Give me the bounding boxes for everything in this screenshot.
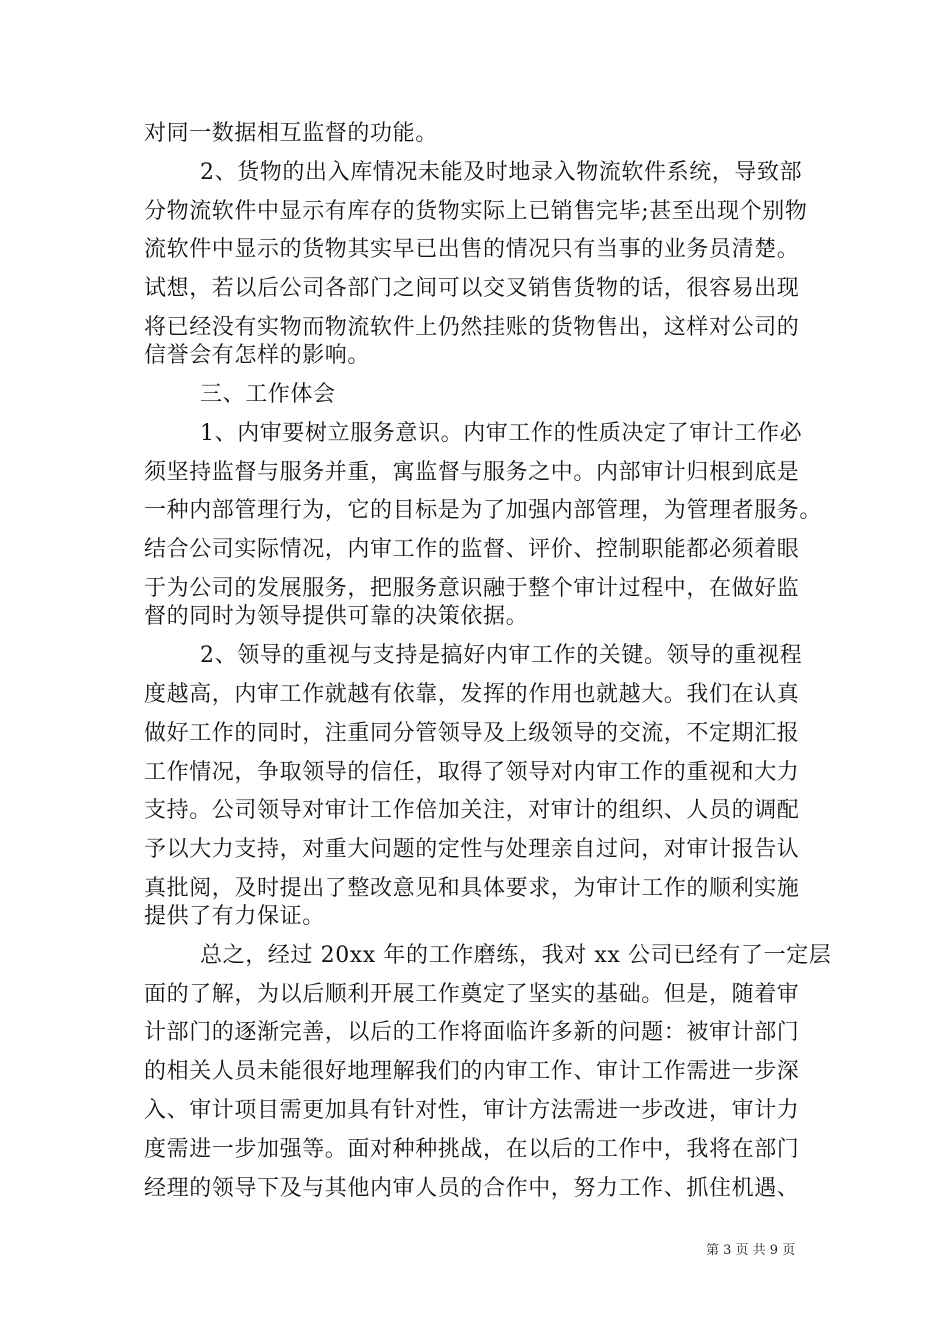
- text-line: 经理的领导下及与其他内审人员的合作中，努力工作、抓住机遇、: [144, 1176, 800, 1201]
- text-line: 流软件中显示的货物其实早已出售的情况只有当事的业务员清楚。: [144, 237, 800, 262]
- text-line: 度需进一步加强等。面对种种挑战，在以后的工作中，我将在部门: [144, 1137, 800, 1162]
- text-line: 工作情况，争取领导的信任，取得了领导对内审工作的重视和大力: [144, 760, 800, 785]
- text-line: 于为公司的发展服务，把服务意识融于整个审计过程中，在做好监: [144, 576, 800, 601]
- text-line: 予以大力支持，对重大问题的定性与处理亲自过问，对审计报告认: [144, 837, 800, 862]
- text-line: 真批阅，及时提出了整改意见和具体要求，为审计工作的顺利实施: [144, 876, 800, 901]
- text-line: 2、领导的重视与支持是搞好内审工作的关键。领导的重视程: [200, 643, 803, 668]
- text-line: 对同一数据相互监督的功能。: [144, 121, 438, 146]
- text-line: 信誉会有怎样的影响。: [144, 343, 371, 368]
- text-line: 结合公司实际情况，内审工作的监督、评价、控制职能都必须着眼: [144, 537, 800, 562]
- section-heading: 三、工作体会: [200, 382, 336, 407]
- text-line: 督的同时为领导提供可靠的决策依据。: [144, 604, 529, 629]
- page-number: 第 3 页 共 9 页: [706, 1243, 796, 1258]
- text-line: 计部门的逐渐完善，以后的工作将面临许多新的问题：被审计部门: [144, 1020, 800, 1045]
- text-line: 度越高，内审工作就越有依靠，发挥的作用也就越大。我们在认真: [144, 682, 800, 707]
- text-line: 提供了有力保证。: [144, 904, 325, 929]
- text-line: 支持。公司领导对审计工作倍加关注，对审计的组织、人员的调配: [144, 798, 800, 823]
- text-line: 2、货物的出入库情况未能及时地录入物流软件系统，导致部: [200, 160, 803, 185]
- text-line: 总之，经过 20xx 年的工作磨练，我对 xx 公司已经有了一定层: [200, 943, 832, 968]
- text-line: 一种内部管理行为，它的目标是为了加强内部管理，为管理者服务。: [144, 498, 823, 523]
- text-line: 的相关人员未能很好地理解我们的内审工作、审计工作需进一步深: [144, 1059, 800, 1084]
- text-line: 分物流软件中显示有库存的货物实际上已销售完毕;甚至出现个别物: [144, 199, 808, 224]
- text-line: 须坚持监督与服务并重，寓监督与服务之中。内部审计归根到底是: [144, 460, 800, 485]
- text-line: 面的了解，为以后顺利开展工作奠定了坚实的基础。但是，随着审: [144, 982, 800, 1007]
- text-line: 做好工作的同时，注重同分管领导及上级领导的交流，不定期汇报: [144, 721, 800, 746]
- text-line: 将已经没有实物而物流软件上仍然挂账的货物售出，这样对公司的: [144, 315, 800, 340]
- text-line: 入、审计项目需更加具有针对性，审计方法需进一步改进，审计力: [144, 1098, 800, 1123]
- text-line: 1、内审要树立服务意识。内审工作的性质决定了审计工作必: [200, 421, 803, 446]
- text-line: 试想，若以后公司各部门之间可以交叉销售货物的话，很容易出现: [144, 276, 800, 301]
